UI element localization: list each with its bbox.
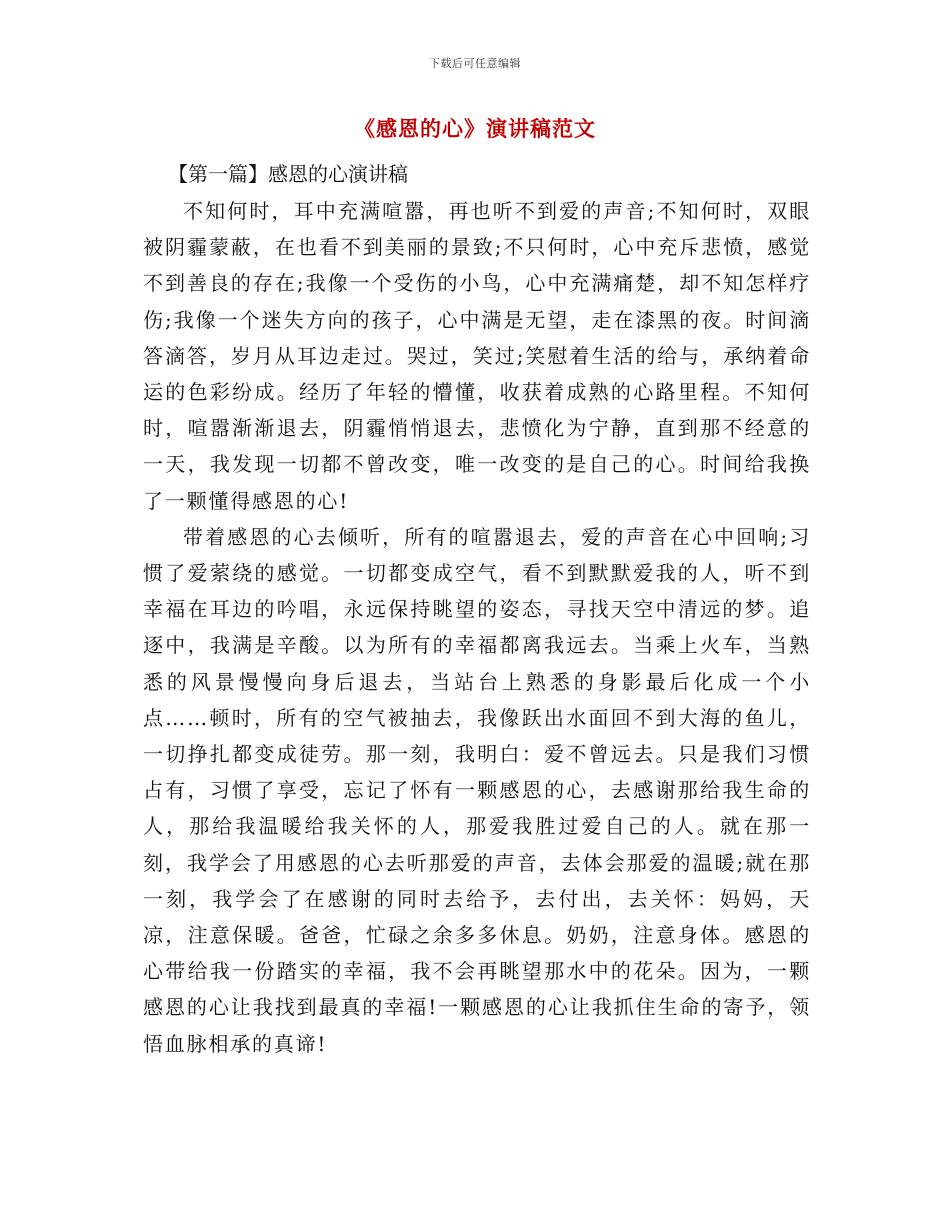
header-note: 下载后可任意编辑 [429, 57, 521, 70]
paragraph-1: 不知何时，耳中充满喧嚣，再也听不到爱的声音;不知何时，双眼被阴霾蒙蔽，在也看不到美丽的景致;不只何时，心中充斥悲愤，感觉不到善良的存在;我像一个受伤的小鸟，心中充满痛楚，却不知怎样疗伤;我像一个迷失方向的孩子，心中满是无望，走在漆黑的夜。时间滴答滴答，岁月从耳边走过。哭过，笑过;笑慰着生活的给与，承纳着命运的色彩纷成。经历了年轻的懵懂，收获着成熟的心路里程。不知何时，喧嚣渐渐退去，阴霾悄悄退去，悲愤化为宁静，直到那不经意的一天，我发现一切都不曾改变，唯一改变的是自己的心。时间给我换了一颗懂得感恩的心! [143, 199, 811, 513]
document-title: 《感恩的心》演讲稿范文 [354, 117, 596, 141]
document-body [143, 193, 811, 1062]
paragraph-2: 带着感恩的心去倾听，所有的喧嚣退去，爱的声音在心中回响;习惯了爱萦绕的感觉。一切都变成空气，看不到默默爱我的人，听不到幸福在耳边的吟唱，永远保持眺望的姿态，寻找天空中清远的梦。追逐中，我满是辛酸。以为所有的幸福都离我远去。当乘上火车，当熟悉的风景慢慢向身后退去，当站台上熟悉的身影最后化成一个小点……顿时，所有的空气被抽去，我像跃出水面回不到大海的鱼儿，一切挣扎都变成徒劳。那一刻，我明白：爱不曾远去。只是我们习惯占有，习惯了享受，忘记了怀有一颗感恩的心，去感谢那给我生命的人，那给我温暖给我关怀的人，那爱我胜过爱自己的人。就在那一刻，我学会了用感恩的心去听那爱的声音，去体会那爱的温暖;就在那一刻，我学会了在感谢的同时去给予，去付出，去关怀：妈妈，天凉，注意保暖。爸爸，忙碌之余多多休息。奶奶，注意身体。感恩的心带给我一份踏实的幸福，我不会再眺望那水中的花朵。因为，一颗感恩的心让我找到最真的幸福!一颗感恩的心让我抓住生命的寄予，领悟血脉相承的真谛! [143, 524, 811, 1056]
section-heading: 【第一篇】感恩的心演讲稿 [168, 162, 408, 186]
